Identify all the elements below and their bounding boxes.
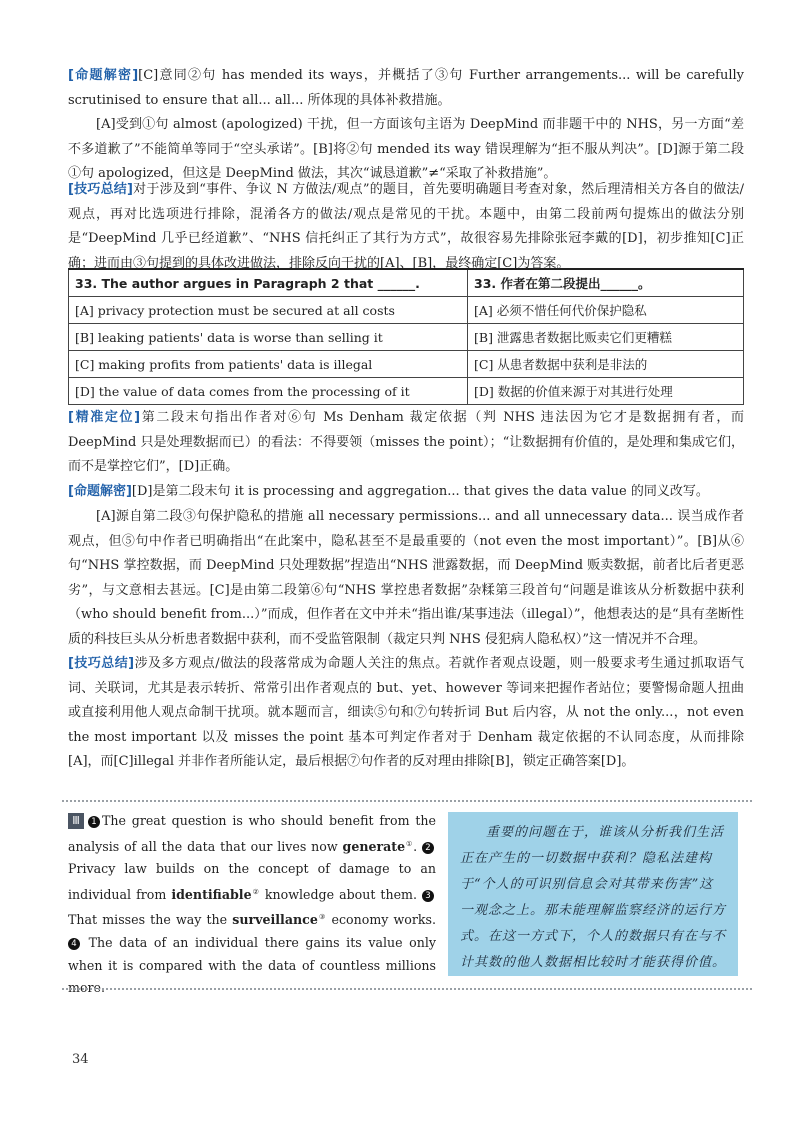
option-zh: [A] 必须不惜任何代价保护隐私 [468,297,744,324]
question-stem-en: 33. The author argues in Paragraph 2 that ______. [69,269,468,297]
translation-box [448,812,738,976]
section-tag: [命题解密] [68,484,132,499]
vocab-word: generate [342,838,406,854]
analysis-paragraph-1 [68,64,744,113]
paragraph-text: [A]受到①句 almost (apologized) 干扰，但一方面该句主语为 DeepMind 而非题干中的 NHS，另一方面“差不多道歉了”不能简单等同于“空头承诺”。[B]将②句 mended its way 错误理解为“拒不服从判决”。[D]源于第二段①句 apologized，但这是 DeepMind 做法，其次“诚恳道歉”≠“采取了补救措施”。 [68,117,744,181]
paragraph-text: [A]源自第二段③句保护隐私的措施 all necessary permissions... and all unnecessary data... 误当成作者观点，但⑤句中作者已明确指出“在此案中，隐私甚至不是最重要的（not even the most important）”。[B]从⑥句“NHS 掌控数据，而 DeepMind 只处理数据”捏造出“NHS 泄露数据，而 DeepMind 贩卖数据，前者比后者更恶劣”，与文意相去甚远。[C]是由第二段第⑥句“NHS 掌控患者数据”杂糅第三段首句“问题是谁该从分析数据中获利（who should benefit from...）”而成，但作者在文中并未“指出谁/某事违法（illegal）”，他想表达的是“具有垄断性质的科技巨头从分析患者数据中获利，而不受监管限制（裁定只判 NHS 侵犯病人隐私权）”这一情况并不合理。 [68,509,744,647]
sentence-text: Privacy law builds on the concept of damage to an individual from [68,861,436,902]
section-roman-badge: Ⅲ [68,813,84,829]
sentence-number-icon: 4 [68,938,80,950]
paragraph-text: [D]是第二段末句 it is processing and aggregation... that gives the data value 的同义改写。 [131,484,709,499]
paragraph-text: 第二段末句指出作者对⑥句 Ms Denham 裁定依据（判 NHS 违法因为它才是数据拥有者，而 DeepMind 只是处理数据而已）的看法：不得要领（misses the point）；“让数据拥有价值的，是处理和集成它们，而不是掌控它们”，[D]正确。 [68,410,744,474]
question-33-table [68,268,744,405]
analysis-paragraph-7 [68,652,744,775]
option-en: [A] privacy protection must be secured at all costs [69,297,468,324]
sentence-number-icon: 1 [88,816,100,828]
analysis-paragraph-3 [68,178,744,276]
paragraph-text: [C]意同②句 has mended its ways，并概括了③句 Further arrangements... will be carefully scrutinised to ensure that all... all... 所体现的具体补救措施。 [68,68,744,108]
option-row-b [69,324,744,351]
analysis-paragraph-6 [68,505,744,652]
sentence-text: knowledge about them. [259,886,417,902]
footnote-mark: ② [251,887,260,896]
section-tag: [精准定位] [68,410,141,425]
page-number: 34 [72,1052,89,1067]
sentence-number-icon: 3 [422,890,434,902]
dotted-divider-bottom [62,988,752,990]
option-row-a [69,297,744,324]
paragraph-text: 涉及多方观点/做法的段落常成为命题人关注的焦点。若就作者观点设题，则一般要求考生通过抓取语气词、关联词，尤其是表示转折、常常引出作者观点的 but、yet、however 等词来把握作者站位；要警惕命题人扭曲或直接利用他人观点命制干扰项。就本题而言，细读⑤句和⑦句转折词 But 后内容，从 not the only...，not even the most important 以及 misses the point 基本可判定作者对于 Denham 裁定依据的不认同态度，从而排除[A]，而[C]illegal 并非作者所能认定，最后根据⑦句作者的反对理由排除[B]，锁定正确答案[D]。 [68,656,744,769]
paragraph-text: 对于涉及到“事件、争议 N 方做法/观点”的题目，首先要明确题目考查对象，然后理清相关方各自的做法/观点，再对比选项进行排除，混淆各方的做法/观点是常见的干扰。本题中，由第二段前两句提炼出的做法分别是“DeepMind 几乎已经道歉”、“NHS 信托纠正了其行为方式”，故很容易先排除张冠李戴的[D]，初步推知[C]正确；进而由③句提到的具体改进做法，排除反向干扰的[A]、[B]，最终确定[C]为答案。 [68,182,744,271]
sentence-text: economy works. [326,912,436,928]
sentence-text: That misses the way the [68,912,233,928]
option-zh: [C] 从患者数据中获利是非法的 [468,351,744,378]
option-row-d [69,378,744,405]
option-en: [D] the value of data comes from the processing of it [69,378,468,405]
translation-text: 重要的问题在于，谁该从分析我们生活正在产生的一切数据中获利？隐私法建构于“个人的可识别信息会对其带来伤害”这一观念之上。那未能理解监察经济的运行方式。在这一方式下，个人的数据只有在与不计其数的他人数据相比较时才能获得价值。 [460,825,727,970]
dotted-divider-top [62,800,752,802]
footnote-mark: ① [405,839,414,848]
footnote-mark: ③ [317,913,327,922]
option-en: [B] leaking patients' data is worse than selling it [69,324,468,351]
sentence-text: The great question is who should benefit from the analysis of all the data that our lives now [68,813,436,854]
question-stem-zh: 33. 作者在第二段提出______。 [468,269,744,297]
section-tag: [技巧总结] [68,182,133,197]
passage-paragraph-3 [68,810,436,1000]
sentence-number-icon: 2 [422,842,434,854]
option-zh: [D] 数据的价值来源于对其进行处理 [468,378,744,405]
vocab-word: identifiable [171,886,252,902]
section-tag: [命题解密] [68,68,139,83]
analysis-paragraph-2 [68,113,744,187]
sentence-text: The data of an individual there gains its value only when it is compared with the data of countless millions more. [68,935,436,996]
section-tag: [技巧总结] [68,656,135,671]
option-row-c [69,351,744,378]
analysis-paragraph-4 [68,406,744,480]
sentence-text: . [413,838,418,854]
vocab-word: surveillance [232,912,318,928]
option-zh: [B] 泄露患者数据比贩卖它们更糟糕 [468,324,744,351]
analysis-paragraph-5 [68,480,744,505]
option-en: [C] making profits from patients' data is illegal [69,351,468,378]
question-header-row [69,269,744,297]
